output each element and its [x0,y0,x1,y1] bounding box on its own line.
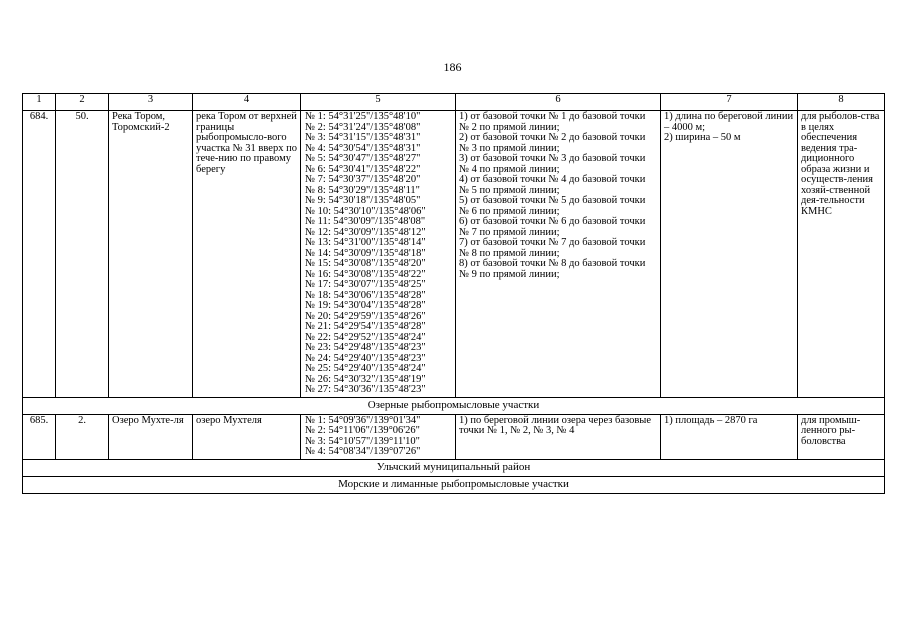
coordinate: № 22: 54°29'52"/135°48'24" [305,331,426,343]
section-title: Морские и лиманные рыбопромысловые участки [23,476,885,493]
coordinate: № 1: 54°31'25"/135°48'10" [305,111,421,122]
boundary-item: 7) от базовой точки № 7 до базовой точки № 8 по прямой линии; [459,237,646,259]
coordinate: № 4: 54°08'34"/139°07'26" [305,446,421,457]
coordinates-list [301,111,456,398]
coordinate: № 27: 54°30'36"/135°48'23" [305,384,426,395]
coordinate: № 21: 54°29'54"/135°48'28" [305,321,426,332]
header-col-8: 8 [798,94,885,111]
coordinate: № 26: 54°30'32"/135°48'19" [305,373,426,385]
section-row [23,459,885,476]
boundary-item: 5) от базовой точки № 5 до базовой точки № 6 по прямой линии; [459,195,646,217]
coordinate: № 3: 54°10'57"/139°11'10" [305,435,420,447]
coordinate: № 24: 54°29'40"/135°48'23" [305,352,426,364]
header-col-6: 6 [456,94,661,111]
site-description: озеро Мухтеля [193,414,301,459]
section-title: Ульчский муниципальный район [23,459,885,476]
row-number: 685. [23,414,56,459]
boundary-description [456,111,661,398]
site-name: Река Тором, Торомский-2 [109,111,193,398]
size-item: 2) ширина – 50 м [664,132,741,143]
coordinate: № 8: 54°30'29"/135°48'11" [305,184,420,196]
header-col-2: 2 [56,94,109,111]
coordinate: № 9: 54°30'18"/135°48'05" [305,195,421,206]
header-col-7: 7 [661,94,798,111]
coordinates-list [301,414,456,459]
coordinate: № 17: 54°30'07"/135°48'25" [305,279,426,290]
coordinate: № 15: 54°30'08"/135°48'20" [305,258,426,269]
coordinate: № 7: 54°30'37"/135°48'20" [305,174,421,185]
coordinate: № 11: 54°30'09"/135°48'08" [305,216,426,227]
coordinate: № 3: 54°31'15"/135°48'31" [305,132,421,143]
coordinate: № 25: 54°29'40"/135°48'24" [305,363,426,374]
site-purpose: для промыш-ленного ры-боловства [798,414,885,459]
boundary-item: 8) от базовой точки № 8 до базовой точки № 9 по прямой линии; [459,258,646,280]
fishing-sites-table [22,93,885,494]
boundary-item: 6) от базовой точки № 6 до базовой точки № 7 по прямой линии; [459,216,646,238]
table-row [23,111,885,398]
page-number: 186 [443,60,462,74]
header-col-5: 5 [301,94,456,111]
row-subnumber: 50. [56,111,109,398]
section-title: Озерные рыбопромысловые участки [23,397,885,414]
site-size [661,111,798,398]
coordinate: № 13: 54°31'00"/135°48'14" [305,237,426,248]
coordinate: № 16: 54°30'08"/135°48'22" [305,268,426,280]
size-item: 1) длина по береговой линии – 4000 м; [664,111,794,133]
coordinate: № 12: 54°30'09"/135°48'12" [305,226,426,238]
boundary-item: 3) от базовой точки № 3 до базовой точки № 4 по прямой линии; [459,153,646,175]
header-col-1: 1 [23,94,56,111]
boundary-item: 1) от базовой точки № 1 до базовой точки № 2 по прямой линии; [459,111,646,133]
boundary-item: 4) от базовой точки № 4 до базовой точки № 5 по прямой линии; [459,174,646,196]
row-number: 684. [23,111,56,398]
table-header [23,94,885,111]
section-row [23,476,885,493]
site-size [661,414,798,459]
header-row [23,94,885,111]
coordinate: № 2: 54°31'24"/135°48'08" [305,121,421,133]
site-description: река Тором от верхней границы рыбопромысло-вого участка № 31 вверх по тече-нию по правому берегу [193,111,301,398]
coordinate: № 23: 54°29'48"/135°48'23" [305,342,426,353]
boundary-description [456,414,661,459]
coordinate: № 14: 54°30'09"/135°48'18" [305,247,426,259]
header-col-4: 4 [193,94,301,111]
coordinate: № 18: 54°30'06"/135°48'28" [305,289,426,301]
boundary-item: 1) по береговой линии озера через базовые точки № 1, № 2, № 3, № 4 [459,414,652,436]
coordinate: № 1: 54°09'36"/139°01'34" [305,414,421,426]
header-col-3: 3 [109,94,193,111]
coordinate: № 10: 54°30'10"/135°48'06" [305,205,426,217]
coordinate: № 6: 54°30'41"/135°48'22" [305,163,421,175]
coordinate: № 20: 54°29'59"/135°48'26" [305,310,426,322]
boundary-item: 2) от базовой точки № 2 до базовой точки № 3 по прямой линии; [459,132,646,154]
site-name: Озеро Мухте-ля [109,414,193,459]
coordinate: № 4: 54°30'54"/135°48'31" [305,142,421,154]
coordinate: № 5: 54°30'47"/135°48'27" [305,153,421,164]
size-item: 1) площадь – 2870 га [664,414,758,426]
row-subnumber: 2. [56,414,109,459]
table-row [23,414,885,459]
section-row [23,397,885,414]
coordinate: № 19: 54°30'04"/135°48'28" [305,300,426,311]
site-purpose: для рыболов-ства в целях обеспечения ведения тра-диционного образа жизни и осуществ-ления хозяй-ственной дея-тельности КМНС [798,111,885,398]
coordinate: № 2: 54°11'06"/139°06'26" [305,425,420,436]
